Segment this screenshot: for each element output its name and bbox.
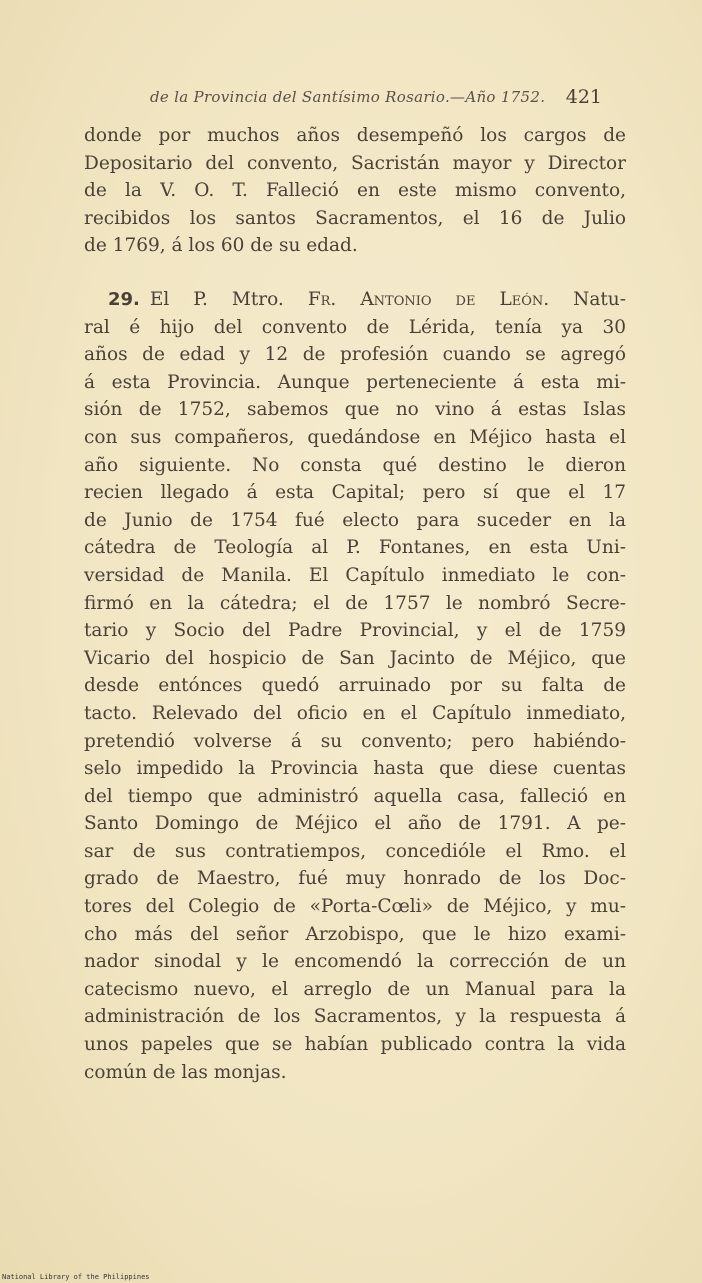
text-line: versidad de Manila. El Capítulo inmediato le con-: [84, 564, 626, 586]
page-number: 421: [565, 86, 602, 108]
text-line: del tiempo que administró aquella casa, falleció en: [84, 785, 626, 807]
entry-first-line: [84, 286, 626, 314]
text-line: selo impedido la Provincia hasta que diese cuentas: [84, 758, 626, 780]
text-line: cho más del señor Arzobispo, que le hizo exami-: [84, 923, 626, 945]
text-line: unos papeles que se habían publicado contra la vida: [84, 1034, 626, 1056]
text-line: tores del Colegio de «Porta-Cœli» de Méjico, y mu-: [84, 896, 626, 918]
entry-person-name: Fr. Antonio de León.: [307, 289, 550, 310]
text-line: á esta Provincia. Aunque perteneciente á esta mi-: [84, 371, 626, 393]
text-line: grado de Maestro, fué muy honrado de los Doc-: [84, 868, 626, 890]
text-line: de la V. O. T. Falleció en este mismo convento,: [84, 180, 626, 202]
text-line: de 1769, á los 60 de su edad.: [84, 235, 358, 257]
text-line: Vicario del hospicio de San Jacinto de Méjico, que: [84, 647, 626, 669]
text-line: sar de sus contratiempos, concedióle el Rmo. el: [84, 840, 626, 862]
text-line: cátedra de Teología al P. Fontanes, en esta Uni-: [84, 537, 626, 559]
running-header: de la Provincia del Santísimo Rosario.—Año 1752.: [150, 88, 546, 106]
text-line: tacto. Relevado del oficio en el Capítulo inmediato,: [84, 702, 626, 724]
text-line: con sus compañeros, quedándose en Méjico hasta el: [84, 426, 626, 448]
paragraph-continuation: [84, 122, 626, 260]
text-line: tario y Socio del Padre Provincial, y el de 1759: [84, 620, 626, 642]
text-line: ral é hijo del convento de Lérida, tenía ya 30: [84, 316, 626, 338]
text-line: recien llegado á esta Capital; pero sí que el 17: [84, 482, 626, 504]
text-line: catecismo nuevo, el arreglo de un Manual para la: [84, 978, 626, 1000]
text-line: nador sinodal y le encomendó la corrección de un: [84, 951, 626, 973]
text-line: Santo Domingo de Méjico el año de 1791. A pe-: [84, 813, 626, 835]
text-line: común de las monjas.: [84, 1061, 287, 1083]
text-line: firmó en la cátedra; el de 1757 le nombró Secre-: [84, 592, 626, 614]
text-line: Depositario del convento, Sacristán mayor y Director: [84, 152, 626, 174]
text-line: desde entónces quedó arruinado por su falta de: [84, 675, 626, 697]
text-line: pretendió volverse á su convento; pero habiéndo-: [84, 730, 626, 752]
entry-intro-continuation: Natu-: [573, 289, 626, 310]
library-watermark: National Library of the Philippines: [2, 1273, 150, 1281]
text-line: de Junio de 1754 fué electo para suceder en la: [84, 509, 626, 531]
text-line: años de edad y 12 de profesión cuando se agregó: [84, 344, 626, 366]
text-line: año siguiente. No consta qué destino le dieron: [84, 454, 626, 476]
section-number: 29.: [108, 289, 140, 310]
text-line: donde por muchos años desempeñó los cargos de: [84, 125, 626, 146]
paragraph-entry-29: [84, 286, 626, 1086]
text-line: recibidos los santos Sacramentos, el 16 de Julio: [84, 207, 626, 229]
entry-intro: El P. Mtro.: [149, 289, 284, 310]
text-line: administración de los Sacramentos, y la respuesta á: [84, 1006, 626, 1028]
text-line: sión de 1752, sabemos que no vino á estas Islas: [84, 399, 626, 421]
